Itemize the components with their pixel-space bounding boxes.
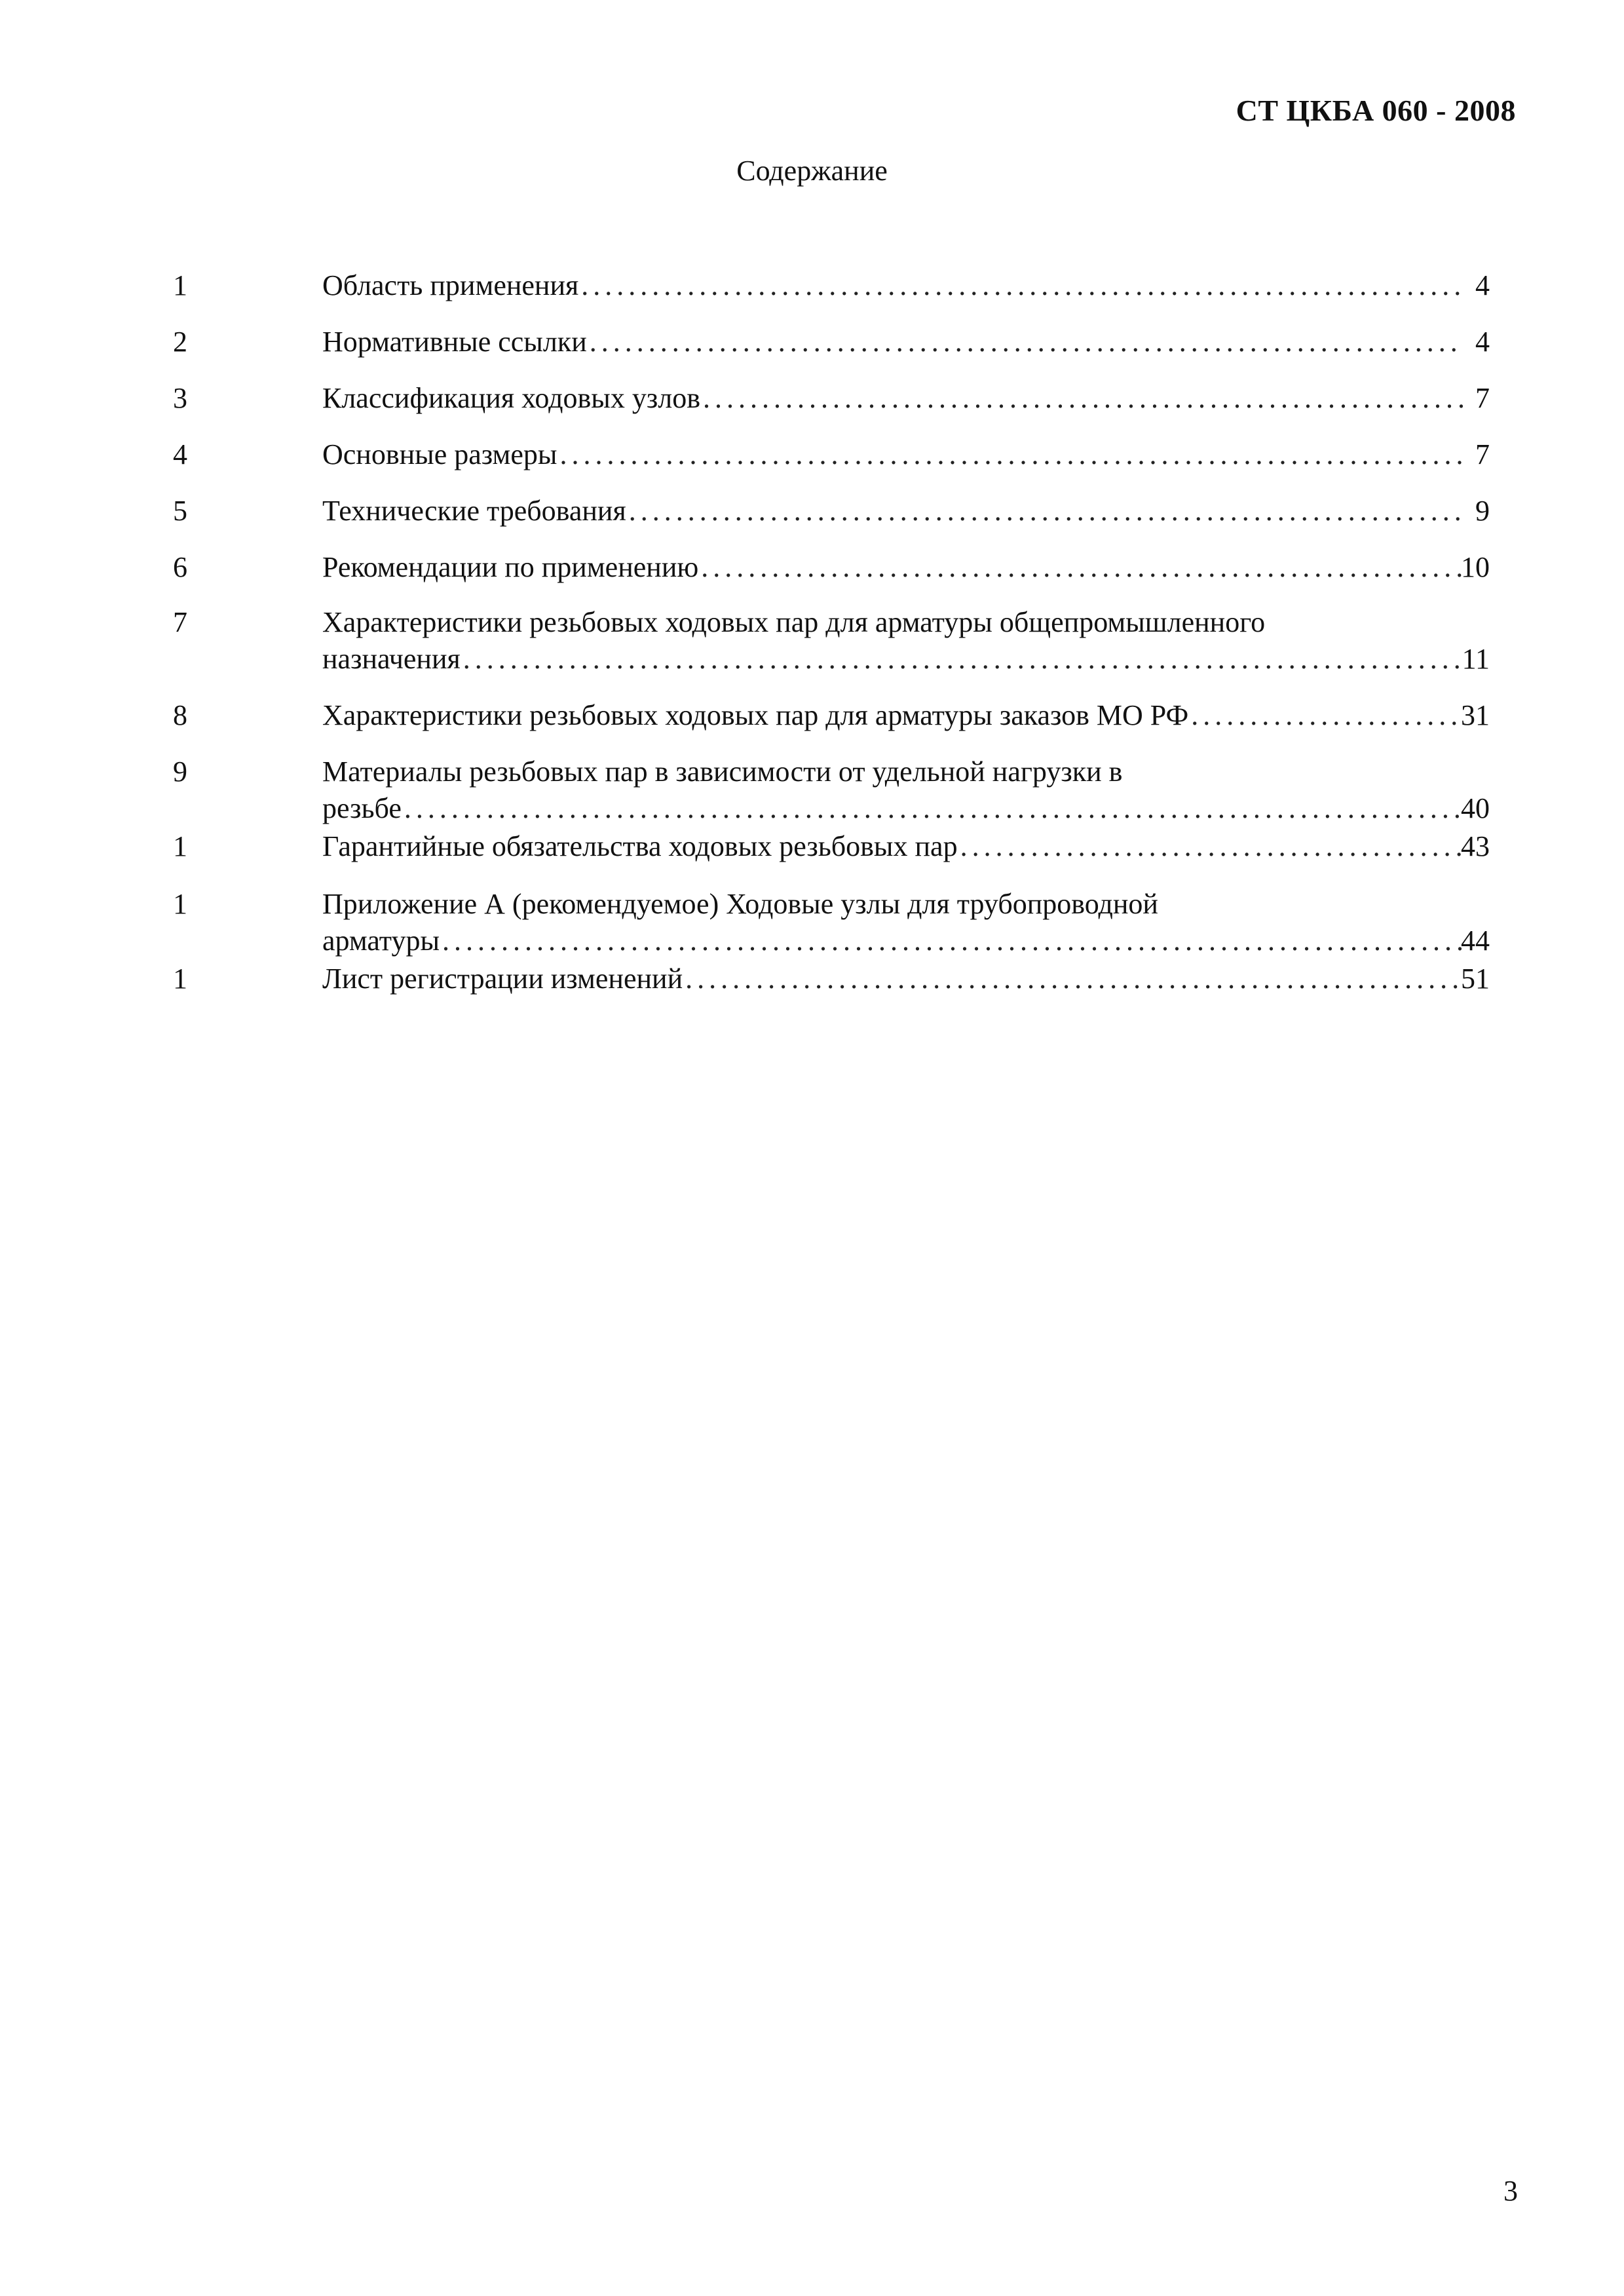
toc-entry-number: 8 — [173, 699, 187, 731]
dot-leader — [404, 790, 1463, 827]
dot-leader — [703, 380, 1463, 417]
toc-entry-title: Рекомендации по применению — [322, 551, 699, 583]
dot-leader — [463, 641, 1463, 678]
toc-entry-title: Основные размеры — [322, 438, 557, 470]
dot-leader — [629, 493, 1463, 529]
dot-leader — [581, 267, 1463, 304]
toc-entry-page: 11 — [1462, 643, 1490, 675]
document-code: СТ ЦКБА 060 - 2008 — [1236, 94, 1516, 127]
toc-entry-number: 4 — [173, 438, 187, 470]
toc-entry-number: 1 — [173, 269, 187, 301]
toc-entry-number: 9 — [173, 756, 187, 788]
toc-entry-title-continued: резьбе — [322, 792, 402, 824]
dot-leader — [560, 436, 1463, 473]
toc-entry-page: 51 — [1461, 963, 1490, 995]
toc-entry-page: 4 — [1475, 326, 1490, 358]
toc-entry-number: 1 — [173, 963, 187, 995]
toc-entry-title: Приложение А (рекомендуемое) Ходовые узлы для трубопроводной — [322, 888, 1158, 920]
toc-entry-title: Гарантийные обязательства ходовых резьбовых пар — [322, 830, 958, 862]
toc-entry-page: 7 — [1475, 382, 1490, 414]
toc-entry-number: 7 — [173, 606, 187, 638]
toc-entry-page: 44 — [1461, 925, 1490, 957]
toc-entry-title-continued: арматуры — [322, 925, 440, 957]
page-number: 3 — [1503, 2175, 1518, 2207]
toc-entry-number: 1 — [173, 888, 187, 920]
toc-entry-page: 4 — [1475, 269, 1490, 301]
dot-leader — [960, 828, 1463, 865]
toc-entry-title: Нормативные ссылки — [322, 326, 587, 358]
toc-entry-page: 10 — [1461, 551, 1490, 583]
dot-leader — [590, 324, 1463, 360]
toc-entry-title: Лист регистрации изменений — [322, 963, 683, 995]
toc-entry-number: 6 — [173, 551, 187, 583]
toc-entry-title: Характеристики резьбовых ходовых пар для арматуры заказов МО РФ — [322, 699, 1189, 731]
toc-heading: Содержание — [736, 155, 888, 187]
toc-entry-number: 1 — [173, 830, 187, 862]
toc-entry-title-continued: назначения — [322, 643, 461, 675]
toc-entry-page: 9 — [1475, 495, 1490, 527]
toc-entry-number: 5 — [173, 495, 187, 527]
toc-entry-page: 31 — [1461, 699, 1490, 731]
toc-entry-title: Классификация ходовых узлов — [322, 382, 700, 414]
toc-entry-page: 40 — [1461, 792, 1490, 824]
toc-entry-number: 3 — [173, 382, 187, 414]
toc-entry-page: 43 — [1461, 830, 1490, 862]
toc-entry-title: Материалы резьбовых пар в зависимости от удельной нагрузки в — [322, 756, 1123, 788]
dot-leader — [701, 549, 1463, 586]
dot-leader — [685, 961, 1463, 997]
toc-entry-title: Область применения — [322, 269, 579, 301]
dot-leader — [442, 923, 1463, 959]
dot-leader — [1191, 697, 1463, 734]
toc-entry-title: Технические требования — [322, 495, 626, 527]
toc-entry-title: Характеристики резьбовых ходовых пар для арматуры общепромышленного — [322, 606, 1266, 638]
toc-entry-page: 7 — [1475, 438, 1490, 470]
toc-entry-number: 2 — [173, 326, 187, 358]
